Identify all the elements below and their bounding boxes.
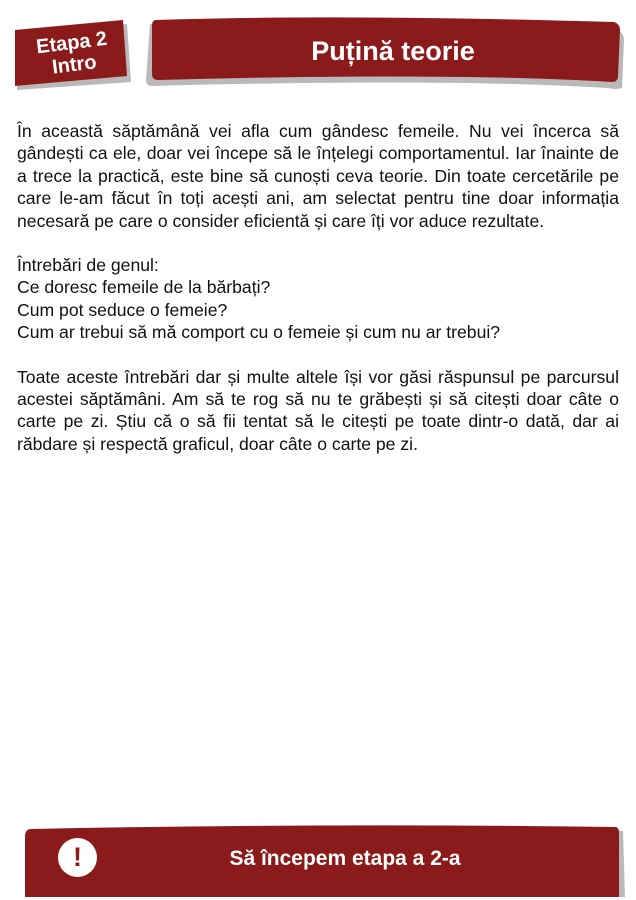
page-title: Puțină teorie	[311, 36, 475, 66]
question-item: Cum ar trebui să mă comport cu o femeie și cum nu ar trebui?	[17, 322, 501, 343]
questions-intro: Întrebări de genul:	[17, 255, 159, 276]
alert-icon	[58, 838, 97, 877]
exclamation-glyph: !	[73, 842, 82, 872]
questions-block	[17, 254, 619, 344]
start-stage-label: Să începem etapa a 2-a	[229, 847, 461, 870]
question-item: Ce doresc femeile de la bărbați?	[17, 277, 271, 298]
stage-subtitle: Intro	[50, 51, 98, 79]
intro-paragraph: În această săptămână vei afla cum gândesc femeile. Nu vei încerca să gândești ca ele, doar vei începe să le înțelegi comportamentul. Iar înainte de a trece la practică, este bine să cunoști ceva teorie. Din toate cercetările pe care le-am făcut în toți acești ani, am selectat pentru tine doar informația necesară pe care o consider eficientă și care îți vor aduce rezultate.	[17, 121, 619, 231]
closing-paragraph: Toate aceste întrebări dar și multe altele își vor găsi răspunsul pe parcursul acestei săptămâni. Am să te rog să nu te grăbești și să citești doar câte o carte pe zi. Știu că o să fii tentat să le citești pe toate dintr-o dată, dar ai răbdare și respectă graficul, doar câte o carte pe zi.	[17, 366, 619, 454]
stage-number: Etapa 2	[35, 27, 109, 59]
question-item: Cum pot seduce o femeie?	[17, 299, 228, 320]
title-banner	[146, 16, 624, 90]
stage-badge	[15, 20, 131, 90]
article-body	[17, 120, 619, 477]
start-stage-button[interactable]	[25, 825, 625, 897]
